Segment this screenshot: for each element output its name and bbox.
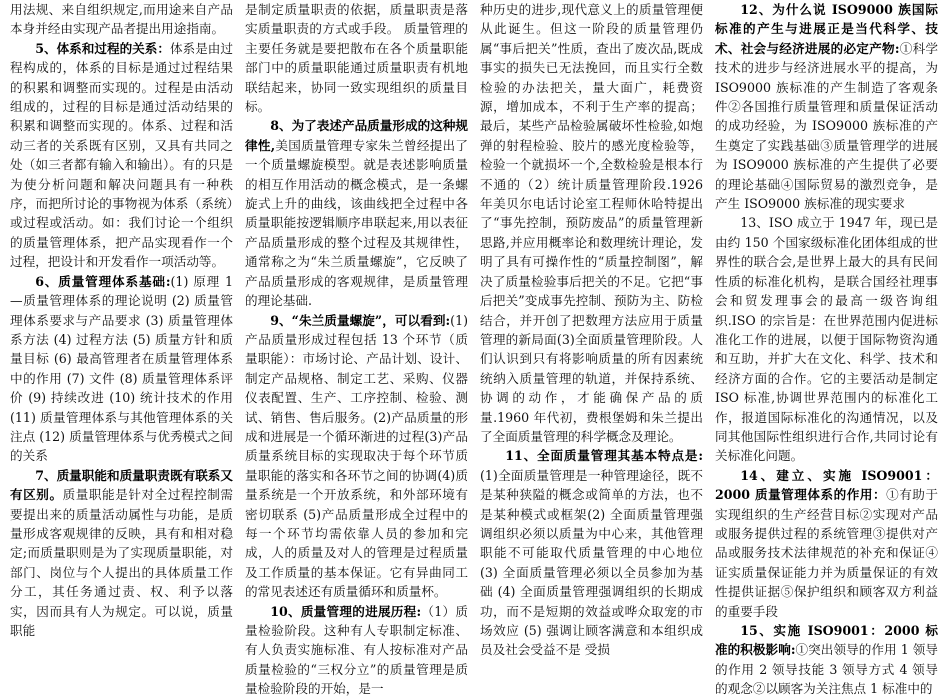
paragraph-text: 是制定质量职责的依据，质量职责是落实质量职责的方式或手段。 质量管理的主要任务就是要把散布在各个质量职能部门中的质量职能通过质量职责有机地联结起来，协同一致实现组织的质量目标。 (245, 2, 468, 115)
paragraph-heading: 6、质量管理体系基础: (35, 273, 171, 289)
paragraph-heading: 14、建立、实施 ISO9001：2000 质量管理体系的作用： (715, 467, 938, 503)
text-column-1 (4, 0, 239, 672)
paragraph (245, 0, 468, 116)
paragraph-text: (1)全面质量管理是一种管理途径，既不是某种狭隘的概念或简单的方法，也不是某种模式或框架(2) 全面质量管理强调组织必须以质量为中心来，其他管理职能不可能取代质量管理的中心地位 (3) 全面质量管理必须以全员参加为基础 (4) 全面质量管理强调组织的长期成功，而不是短期的效益或哗众取宠的市场效应 (5) 强调让顾客满意和本组织成员及社会受益不是 受损 (480, 467, 703, 658)
paragraph-text: 美国质量管理专家朱兰曾经提出了一个质量螺旋模型。就是表述影响质量的相互作用活动的概念模式，是一条螺旋式上升的曲线，该曲线把全过程中各质量职能按逻辑顺序串联起来,用以表征产品质量形成的整个过程及其规律性，通常称之为“朱兰质量螺旋”，它反映了产品质量形成的客观规律，是质量管理的理论基础. (245, 137, 468, 309)
paragraph-heading: 9、“朱兰质量螺旋”，可以看到: (270, 312, 451, 328)
paragraph (245, 602, 468, 699)
paragraph-text: 13、ISO 成立于 1947 年，现已是由约 150 个国家级标准化团体组成的世界性的联合会,是世界上最大的具有民间性质的标准化机构，是联合国经社理事会和贸发理事会的最高一级咨询组织.ISO 的宗旨是：在世界范围内促进标准化工作的进展，以便于国际物资沟通和互助，并扩大在文化、科学、技术和经济方面的合作。它的主要活动是制定 ISO 标准,协调世界范围内的标准化工作，报道国际标准化的沟通情况，以及同其他国际性组织进行合作,共同讨论有关标准化问题。 (715, 215, 938, 464)
paragraph-heading: 15、实施 ISO9001：2000 标准的积极影响: (715, 623, 938, 658)
paragraph-heading: 7、质量职能和质量职责既有联系又有区别。 (10, 467, 233, 503)
paragraph (715, 466, 938, 621)
paragraph (715, 213, 938, 465)
paragraph (10, 39, 233, 272)
paragraph-heading: 10、质量管理的进展历程: (270, 603, 422, 619)
paragraph-text: ①科学技术的进步与经济进展水平的提高，为 ISO9000 族标准的产生制造了客观条件②各国推行质量管理和质量保证活动的成功经验，为 ISO9000 族标准的产生奠定了实践基础③质量管理学的进展为 ISO9000 族标准的产生提供了必要的理论基础④国际贸易的激烈竞争，是产生 ISO9000 族标准的现实要求 (715, 40, 938, 212)
paragraph-heading: 5、体系和过程的关系： (35, 40, 170, 56)
text-column-4 (709, 0, 944, 697)
paragraph-text: 种历史的进步,现代意义上的质量管理便从此诞生。但这一阶段的质量管理仍属“事后把关”性质，查出了废次品,既成事实的损失已无法挽回，而且实行全数检验的办法把关，量大面广，耗费资源，增加成本，不利于生产率的提高；最后，某些产品检验属破坏性检验,如炮弹的射程检验、胶片的感光度检验等，检验一个就损坏一个,全数检验是根本行不通的（2）统计质量管理阶段.1926 年美贝尔电话讨论室工程师休哈特提出了“事先控制，预防废品”的质量管理新思路,并应用概率论和数理统计理论，发明了具有可操作性的“质量控制图”，解决了质量检验事后把关的不足。它把“事后把关”变成事先控制、预防为主、防检结合，并开创了把数理方法应用于质量管理的新局面(3)全面质量管理阶段。人们认识到只有将影响质量的所有因素统统纳入质量管理的轨道，并保持系统、协调的动作，才能确保产品的质量.1960 年代初，费根堡姆和朱兰提出了全面质量管理的科学概念及理论。 (480, 2, 703, 444)
paragraph-text: (1)产品质量形成过程包括 13 个环节（质量职能）：市场讨论、产品计划、设计、制定产品规格、制定工艺、采购、仪器仪表配置、生产、工序控制、检验、测试、销售、售后服务。(2)产品质量的形成和进展是一个循环渐进的过程(3)产品质量系统目标的实现取决于每个环节质量职能的落实和各环节之间的协调(4)质量系统是一个开放系统，和外部环境有密切联系 (5)产品质量形成全过程中的每一个环节均需依靠人员的参加和完成，人的质量及对人的管理是过程质量及工作质量的基本保证。它有异曲同工的常见表述还有质量循环和质量杯。 (245, 312, 468, 600)
paragraph-heading: 11、全面质量管理其基本特点是: (505, 448, 703, 464)
paragraph-heading: 8、为了表述产品质量形成的这种规律性, (245, 118, 468, 153)
paragraph (245, 311, 468, 602)
paragraph (10, 272, 233, 466)
paragraph-text: 质量职能是针对全过程控制需要提出来的质量活动属性与功能，是质量形成客观规律的反映，具有和相对稳定;而质量职则是为了实现质量职能，对部门、岗位与个人提出的具体质量工作分工，其任务通过责、权、利予以落实，因而具有人为规定。可以说，质量职能 (10, 487, 234, 638)
paragraph (480, 446, 703, 659)
text-column-3 (474, 0, 709, 672)
paragraph-text: ①突出领导的作用 1 领导的作用 2 领导技能 3 领导方式 4 领导的观念②以顾客为关注焦点 1 标准中的 (715, 642, 938, 697)
paragraph-text: 体系是由过程构成的，体系的目标是通过过程结果的积累和调整而实现的。过程是由活动组成的，过程的目标是通过活动结果的积累和调整而实现的。体系、过程和活动三者的关系既有区别，又具有共同之处（如三者都有输入和输出）。有的只是为使分析问题和解决问题具有一种秩序，而把所讨论的事物视为体系（系统）或过程或活动。如：我们讨论一个组织的质量管理体系，把产品实现看作一个过程，把设计和开发看作一项活动等。 (10, 40, 234, 270)
paragraph (10, 466, 233, 641)
text-column-2 (239, 0, 474, 697)
paragraph (715, 0, 938, 213)
paragraph-text: ①有助于实现组织的生产经营目标②实现对产品或服务提供过程的系统管理③提供对产品或服务技术法律规范的补充和保证④证实质量保证能力并为质量保证的有效性提供证据⑤保护组织和顾客双方利益的重要手段 (715, 487, 939, 619)
paragraph-heading: 12、为什么说 ISO9000 族国际标准的产生与进展正是当代科学、技术、社会与经济进展的必定产物: (715, 2, 938, 56)
paragraph-text: （1）质量检验阶段。这种有人专职制定标准、有人负责实施标准、有人按标准对产品质量检验的“三权分立”的质量管理是质量检验阶段的开始，是一 (245, 603, 468, 697)
paragraph-text: (1) 原理 1—质量管理体系的理论说明 (2) 质量管理体系要求与产品要求 (3) 质量管理体系方法 (4) 过程方法 (5) 质量方针和质量目标 (6) 最高管理者在质量管理体系中的作用 (7) 文件 (8) 质量管理体系评价 (9) 持续改进 (10) 统计技术的作用 (11) 质量管理体系与其他管理体系的关注点 (12) 质量管理体系与优秀模式之间的关系 (10, 273, 233, 464)
paragraph (245, 116, 468, 310)
paragraph (10, 0, 233, 39)
paragraph (480, 0, 703, 446)
paragraph (715, 621, 938, 699)
paragraph-text: 用法规、来自组织规定,而用途来自产品本身并经由实现产品者提出用途指南。 (10, 2, 233, 37)
